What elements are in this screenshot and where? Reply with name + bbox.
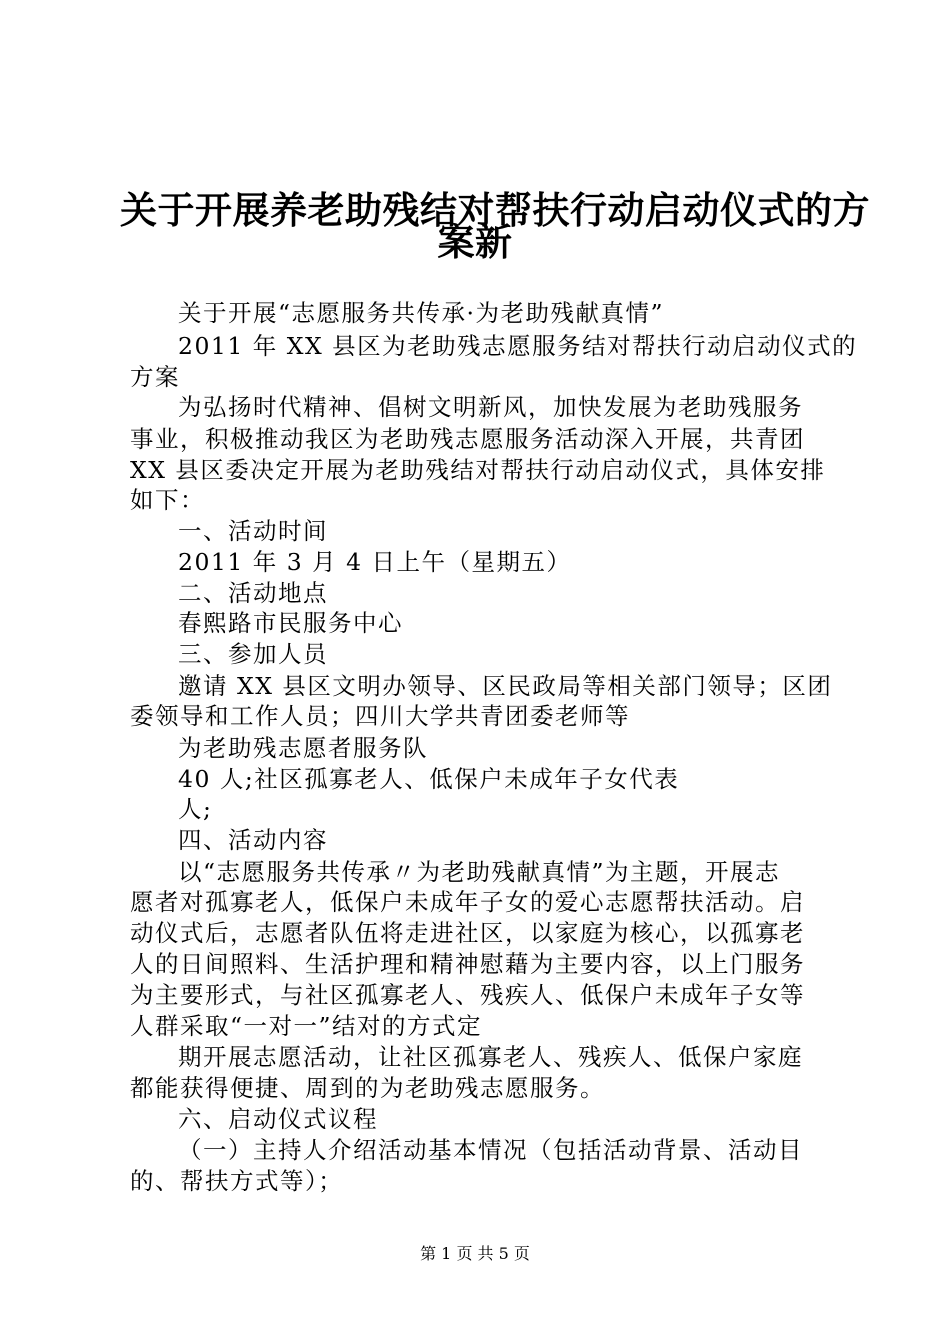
body-line: 为主要形式，与社区孤寡老人、残疾人、低保户未成年子女等: [130, 981, 805, 1009]
body-line: 期开展志愿活动，让社区孤寡老人、残疾人、低保户家庭: [178, 1043, 803, 1071]
body-line: XX 县区委决定开展为老助残结对帮扶行动启动仪式，具体安排: [130, 456, 826, 484]
body-line: 人;: [178, 795, 213, 823]
section-heading: 三、参加人员: [178, 640, 328, 668]
body-line: 事业，积极推动我区为老助残志愿服务活动深入开展，共青团: [130, 425, 805, 453]
body-line: 的、帮扶方式等）；: [130, 1167, 344, 1195]
page-footer: 第 1 页 共 5 页: [420, 1244, 530, 1263]
body-line: 动仪式后，志愿者队伍将走进社区，以家庭为核心，以孤寡老: [130, 919, 805, 947]
document-title-line-1: 关于开展养老助残结对帮扶行动启动仪式的方: [120, 189, 870, 232]
body-line: 为老助残志愿者服务队: [178, 734, 428, 762]
body-line: 愿者对孤寡老人，低保户未成年子女的爱心志愿帮扶活动。启: [130, 888, 805, 916]
body-line: 都能获得便捷、周到的为老助残志愿服务。: [130, 1074, 605, 1102]
body-line: 如下：: [130, 486, 205, 514]
body-line: 2011 年 3 月 4 日上午（星期五）: [178, 548, 572, 576]
section-heading: 四、活动内容: [178, 826, 328, 854]
body-line: 关于开展“志愿服务共传承·为老助残献真情”: [178, 299, 664, 327]
body-line: 以“志愿服务共传承〃为老助残献真情”为主题，开展志: [178, 858, 781, 886]
body-line: 40 人;社区孤寡老人、低保户未成年子女代表: [178, 765, 680, 793]
section-heading: 一、活动时间: [178, 517, 328, 545]
body-line: 人群采取“一对一”结对的方式定: [130, 1012, 483, 1040]
body-line: 为弘扬时代精神、倡树文明新风，加快发展为老助残服务: [178, 393, 803, 421]
section-heading: 二、活动地点: [178, 579, 328, 607]
document-title-line-2: 案新: [437, 221, 513, 264]
body-line: 春熙路市民服务中心: [178, 609, 403, 637]
body-line: 人的日间照料、生活护理和精神慰藉为主要内容，以上门服务: [130, 950, 805, 978]
body-line: 委领导和工作人员；四川大学共青团委老师等: [130, 702, 630, 730]
body-line: 邀请 XX 县区文明办领导、区民政局等相关部门领导；区团: [178, 672, 833, 700]
body-line: 2011 年 XX 县区为老助残志愿服务结对帮扶行动启动仪式的: [178, 332, 858, 360]
body-line: （一）主持人介绍活动基本情况（包括活动背景、活动目: [178, 1136, 803, 1164]
body-line: 方案: [130, 363, 180, 391]
section-heading: 六、启动仪式议程: [178, 1105, 378, 1133]
